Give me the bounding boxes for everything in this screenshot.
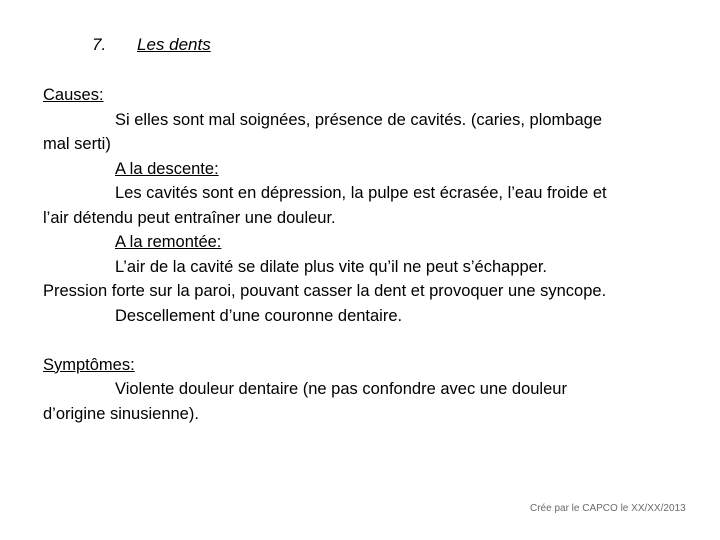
footer-credit: Crée par le CAPCO le XX/XX/2013 [530,503,686,514]
slide-body [43,83,683,426]
remontee-label-row [43,230,683,255]
section-spacer [43,328,683,353]
remontee-line-2: Pression forte sur la paroi, pouvant casser la dent et provoquer une syncope. [43,282,607,300]
descente-line-1: Les cavités sont en dépression, la pulpe est écrasée, l’eau froide et [115,184,607,202]
symptomes-label-row [43,353,683,378]
slide-heading [92,34,211,56]
descente-label: A la descente: [115,159,219,178]
heading-title: Les dents [137,35,211,54]
descente-line-2: l’air détendu peut entraîner une douleur. [43,208,336,227]
causes-intro-line-1: Si elles sont mal soignées, présence de cavités. (caries, plombage [115,110,602,129]
causes-intro-line-2: mal serti) [43,135,111,153]
remontee-line-1: L’air de la cavité se dilate plus vite qu’il ne peut s’échapper. [115,257,548,276]
causes-label: Causes: [43,86,104,104]
symptomes-line-2: d’origine sinusienne). [43,404,199,423]
descente-label-row [43,157,683,182]
heading-number: 7. [92,35,107,54]
remontee-label: A la remontée: [115,233,222,251]
remontee-line-3: Descellement d’une couronne dentaire. [115,306,403,325]
symptomes-line-1: Violente douleur dentaire (ne pas confondre avec une douleur [115,380,567,398]
symptomes-label: Symptômes: [43,355,135,374]
